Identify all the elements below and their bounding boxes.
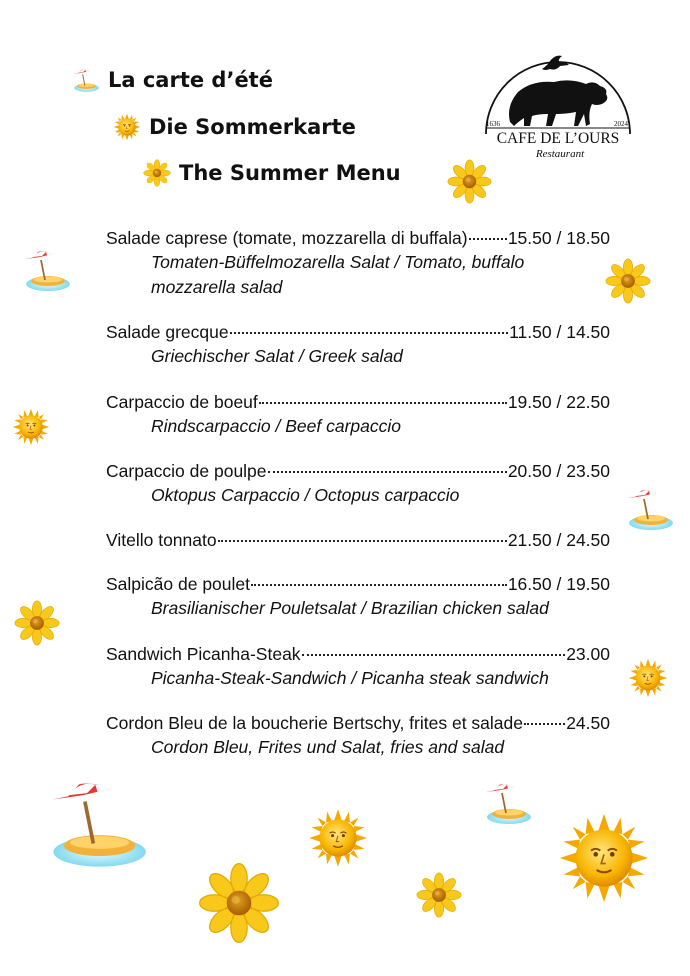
dot-leader — [218, 540, 507, 542]
item-price: 21.50 / 24.50 — [507, 530, 610, 550]
title-french-text: La carte d’été — [108, 68, 273, 92]
sun-face-icon — [628, 658, 668, 698]
item-price: 16.50 / 19.50 — [507, 574, 610, 594]
menu-item — [106, 459, 610, 508]
item-description: Oktopus Carpaccio / Octopus carpaccio — [151, 485, 460, 505]
item-name: Cordon Bleu de la boucherie Bertschy, frites et salade — [106, 713, 523, 733]
item-description: Tomaten-Büffelmozarella Salat / Tomato, buffalo — [151, 252, 525, 272]
item-description: Picanha-Steak-Sandwich / Picanha steak sandwich — [151, 668, 549, 688]
item-name: Carpaccio de boeuf — [106, 392, 258, 412]
item-name: Salpicão de poulet — [106, 574, 250, 594]
menu-item — [106, 320, 610, 369]
beach-umbrella-icon — [483, 778, 533, 828]
sun-face-icon — [308, 808, 368, 868]
menu-item — [106, 226, 610, 300]
logo-year-left: 1636 — [486, 120, 500, 128]
bear-with-bird-icon — [486, 56, 630, 134]
title-english-text: The Summer Menu — [179, 161, 401, 185]
item-name: Salade grecque — [106, 322, 229, 342]
dot-leader — [230, 332, 509, 334]
restaurant-logo — [480, 42, 636, 167]
sun-face-icon — [12, 408, 50, 446]
dot-leader — [251, 584, 507, 586]
title-french — [72, 66, 273, 94]
item-description: Brasilianischer Pouletsalat / Brazilian chicken salad — [151, 598, 549, 618]
sunflower-icon — [605, 258, 651, 304]
dot-leader — [259, 402, 507, 404]
menu-item — [106, 711, 610, 760]
item-name: Vitello tonnato — [106, 530, 217, 550]
menu-item — [106, 528, 610, 552]
item-price: 19.50 / 22.50 — [507, 392, 610, 412]
item-description: mozzarella salad — [151, 277, 283, 297]
dot-leader — [268, 471, 507, 473]
sunflower-icon — [416, 872, 462, 918]
dot-leader — [469, 238, 507, 240]
item-price: 11.50 / 14.50 — [509, 322, 610, 342]
logo-year-right: 2024 — [614, 120, 628, 128]
title-english — [143, 159, 401, 187]
sun-face-icon — [113, 113, 141, 141]
beach-umbrella-icon — [625, 484, 675, 534]
item-price: 23.00 — [566, 644, 610, 664]
menu-item — [106, 390, 610, 439]
item-name: Sandwich Picanha-Steak — [106, 644, 301, 664]
item-price: 20.50 / 23.50 — [507, 461, 610, 481]
menu-item — [106, 642, 610, 691]
sunflower-icon — [198, 862, 280, 944]
item-description: Griechischer Salat / Greek salad — [151, 346, 403, 366]
beach-umbrella-icon — [45, 770, 150, 875]
beach-umbrella-icon — [72, 66, 100, 94]
sunflower-icon — [14, 600, 60, 646]
item-description: Cordon Bleu, Frites und Salat, fries and salad — [151, 737, 505, 757]
item-description: Rindscarpaccio / Beef carpaccio — [151, 416, 401, 436]
beach-umbrella-icon — [22, 245, 72, 295]
logo-subtitle: Restaurant — [535, 148, 585, 160]
item-name: Carpaccio de poulpe — [106, 461, 267, 481]
dot-leader — [302, 654, 566, 656]
sunflower-icon — [143, 159, 171, 187]
title-german-text: Die Sommerkarte — [149, 115, 356, 139]
title-german — [113, 113, 356, 141]
logo-name: CAFE DE L’OURS — [496, 130, 620, 147]
dot-leader — [524, 723, 565, 725]
sun-face-icon — [558, 812, 650, 904]
item-price: 15.50 / 18.50 — [507, 228, 610, 248]
sunflower-icon — [447, 159, 492, 204]
item-name: Salade caprese (tomate, mozzarella di buffala) — [106, 228, 468, 248]
item-price: 24.50 — [566, 713, 610, 733]
menu-item — [106, 572, 610, 621]
